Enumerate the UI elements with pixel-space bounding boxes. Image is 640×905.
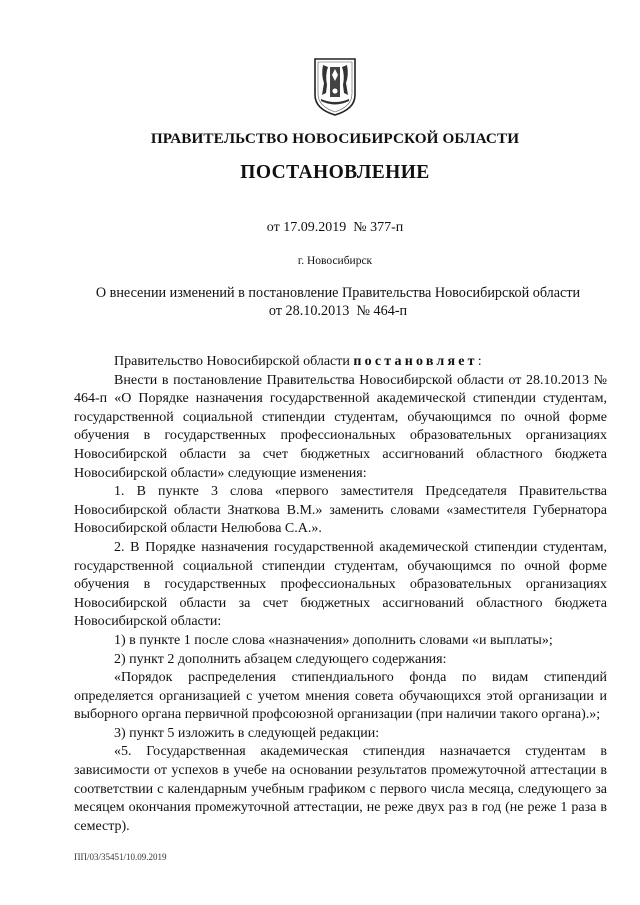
paragraph: 2) пункт 2 дополнить абзацем следующего содержания: bbox=[114, 651, 447, 667]
title-line-1: О внесении изменений в постановление Правительства Новосибирской области bbox=[95, 285, 581, 301]
city: г. Новосибирск bbox=[297, 255, 373, 267]
coat-of-arms-icon bbox=[311, 55, 359, 117]
document-title bbox=[74, 284, 602, 320]
date-prefix: от bbox=[266, 220, 280, 235]
number-sign: № bbox=[353, 220, 367, 235]
paragraph: 1) в пункте 1 после слова «назначения» дополнить словами «и выплаты»; bbox=[114, 632, 553, 648]
document-number: 377-п bbox=[370, 220, 404, 235]
intro-end: : bbox=[477, 354, 482, 369]
paragraph: «5. Государственная академическая стипендия назначается студентам в зависимости от успехов в учебе на основании результатов промежуточной аттестации в соответствии с календарным учебным графиком с первого числа месяца, следующего за месяцем окончания промежуточной аттестации, не реже двух раз в год (не реже 1 раза в семестр). bbox=[74, 744, 607, 834]
date-number-line bbox=[0, 220, 640, 236]
government-name: ПРАВИТЕЛЬСТВО НОВОСИБИРСКОЙ ОБЛАСТИ bbox=[150, 130, 520, 147]
paragraph: Внести в постановление Правительства Новосибирской области от 28.10.2013 № 464-п «О Порядке назначения государственной академической стипендии студентам, государственной социальной стипендии студентам, обучающимся по очной форме обучения в государственных профессиональных образовательных организациях Новосибирской области за счет бюджетных ассигнований областного бюджета Новосибирской области» следующие изменения: bbox=[74, 372, 607, 481]
paragraph: 1. В пункте 3 слова «первого заместителя Председателя Правительства Новосибирской области Знаткова В.М.» заменить словами «заместителя Губернатора Новосибирской области Нелюбова С.А.». bbox=[74, 484, 607, 537]
intro-text: Правительство Новосибирской области bbox=[114, 354, 354, 369]
document-type: ПОСТАНОВЛЕНИЕ bbox=[240, 162, 430, 183]
title-line-2: от 28.10.2013 № 464-п bbox=[268, 303, 408, 319]
footer-code: ПП/03/35451/10.09.2019 bbox=[74, 852, 167, 862]
document-body bbox=[74, 353, 607, 836]
intro-decree-word: постановляет bbox=[353, 354, 478, 369]
paragraph: 2. В Порядке назначения государственной академической стипендии студентам, государственной социальной стипендии студентам, обучающимся по очной форме обучения в государственных профессиональных образовательных организациях Новосибирской области за счет бюджетных ассигнований областного бюджета Новосибирской области: bbox=[74, 539, 607, 630]
document-date: 17.09.2019 bbox=[283, 220, 347, 235]
paragraph: «Порядок распределения стипендиального фонда по видам стипендий определяется организацией с учетом мнения совета обучающихся этой организации и выборного органа первичной профсоюзной организации (при наличии такого органа).»; bbox=[74, 670, 607, 723]
paragraph: 3) пункт 5 изложить в следующей редакции: bbox=[114, 725, 380, 741]
intro-paragraph bbox=[74, 353, 607, 372]
